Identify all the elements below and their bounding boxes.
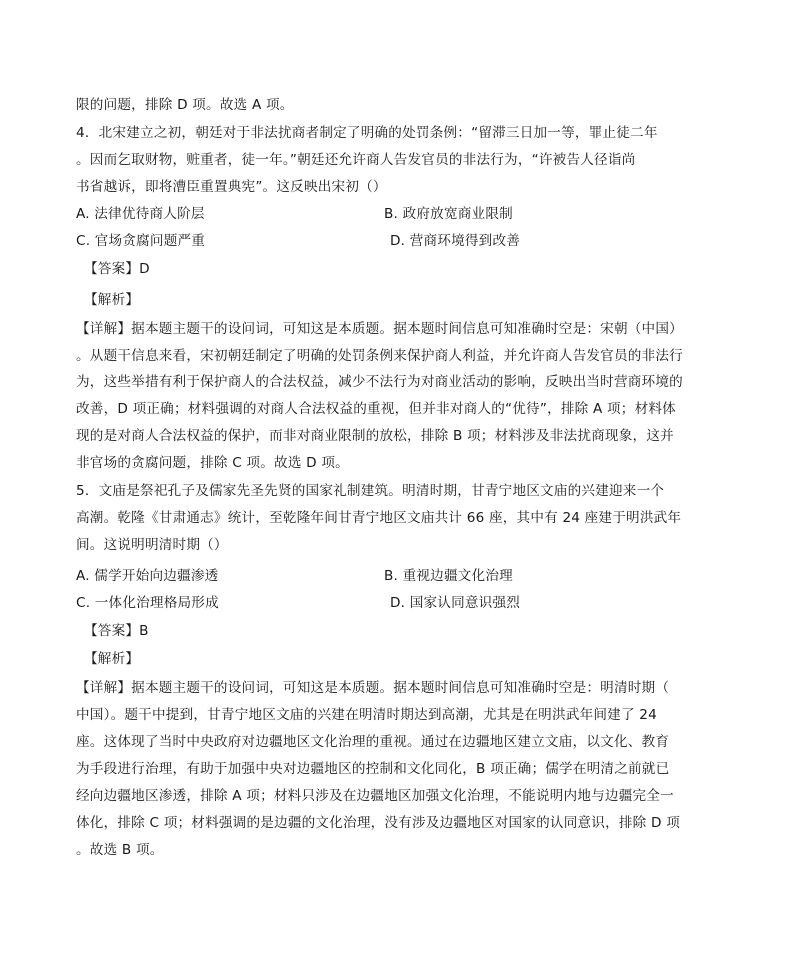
option-b: B. 重视边疆文化治理 — [384, 568, 513, 584]
text-line: 限的问题，排除 D 项。故选 A 项。 — [76, 97, 294, 113]
question-5-line: 5．文庙是祭祀孔子及儒家先圣先贤的国家礼制建筑。明清时期，甘青宁地区文庙的兴建迎来一个 — [76, 483, 665, 499]
answer-label: 【答案】D — [84, 261, 150, 277]
option-c: C. 一体化治理格局形成 — [76, 595, 219, 611]
option-d: D. 营商环境得到改善 — [390, 233, 521, 249]
text-line: 体化，排除 C 项；材料强调的是边疆的文化治理，没有涉及边疆地区对国家的认同意识，排除 D 项 — [76, 815, 680, 831]
analysis-label: 【解析】 — [84, 651, 140, 667]
option-a: A. 法律优待商人阶层 — [76, 206, 205, 222]
text-line: 。故选 B 项。 — [76, 842, 164, 858]
text-line: 改善，D 项正确；材料强调的对商人合法权益的重视，但并非对商人的“优待”，排除 A 项；材料体 — [76, 401, 676, 417]
text-line: 经向边疆地区渗透，排除 A 项；材料只涉及在边疆地区加强文化治理，不能说明内地与边疆完全一 — [76, 788, 674, 804]
text-line: 。因而乞取财物，赃重者，徒一年。”朝廷还允许商人告发官员的非法行为，“许被告人径诣尚 — [76, 152, 636, 168]
text-line: 现的是对商人合法权益的保护，而非对商业限制的放松，排除 B 项；材料涉及非法扰商现象，这并 — [76, 428, 674, 444]
text-line: 【详解】据本题主题干的设问词，可知这是本质题。据本题时间信息可知准确时空是：明清时期（ — [76, 680, 670, 696]
text-line: 。从题干信息来看，宋初朝廷制定了明确的处罚条例来保护商人利益，并允许商人告发官员的非法行 — [76, 348, 683, 364]
text-line: 间。这说明明清时期（） — [76, 537, 228, 553]
answer-label: 【答案】B — [84, 623, 149, 639]
option-c: C. 官场贪腐问题严重 — [76, 233, 206, 249]
text-line: 为手段进行治理，有助于加强中央对边疆地区的控制和文化同化，B 项正确；儒学在明清之前就已 — [76, 761, 670, 777]
text-line: 书省越诉，即将漕臣重置典宪”。这反映出宋初（） — [76, 179, 387, 195]
question-4-line: 4．北宋建立之初，朝廷对于非法扰商者制定了明确的处罚条例：“留滞三日加一等，罪止徒二年 — [76, 125, 658, 141]
option-a: A. 儒学开始向边疆渗透 — [76, 568, 219, 584]
text-line: 座。这体现了当时中央政府对边疆地区文化治理的重视。通过在边疆地区建立文庙，以文化、教育 — [76, 734, 670, 750]
text-line: 【详解】据本题主题干的设问词，可知这是本质题。据本题时间信息可知准确时空是：宋朝（中国） — [76, 321, 683, 337]
text-line: 非官场的贪腐问题，排除 C 项。故选 D 项。 — [76, 455, 349, 471]
analysis-label: 【解析】 — [84, 292, 140, 308]
text-line: 高潮。乾隆《甘肃通志》统计，至乾隆年间甘青宁地区文庙共计 66 座，其中有 24 座建于明洪武年 — [76, 510, 682, 526]
text-line: 为，这些举措有利于保护商人的合法权益，减少不法行为对商业活动的影响，反映出当时营商环境的 — [76, 374, 683, 390]
option-b: B. 政府放宽商业限制 — [384, 206, 513, 222]
option-d: D. 国家认同意识强烈 — [390, 595, 521, 611]
text-line: 中国）。题干中提到，甘青宁地区文庙的兴建在明清时期达到高潮，尤其是在明洪武年间建了 24 — [76, 707, 657, 723]
